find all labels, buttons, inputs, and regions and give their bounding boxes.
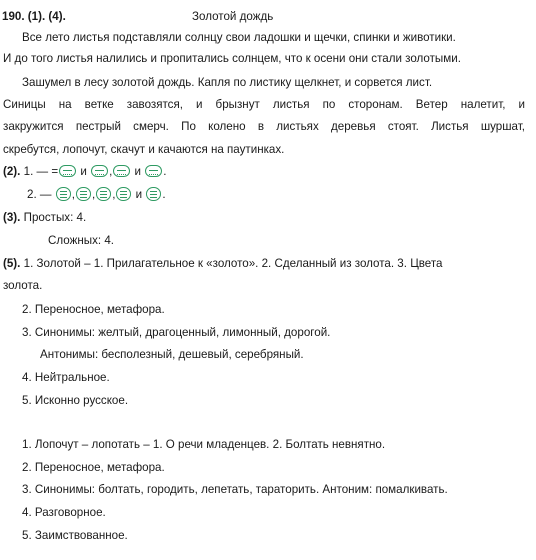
circled-dash-icon [113,165,130,177]
task5-line: 2. Переносное, метафора. [22,303,165,316]
text-line: И до того листья налились и пропитались солнцем, что к осени они стали золотыми. [3,52,461,65]
analysis-line: 4. Разговорное. [22,506,106,519]
analysis-line: 1. Лопочут – лопотать – 1. О речи младенцев. 2. Болтать невнятно. [22,438,386,451]
circled-equals-icon [76,187,91,201]
task2-line2 [27,187,166,202]
circled-equals-icon [116,187,131,201]
task3-simple [3,210,86,225]
circled-dash-icon [145,165,162,177]
task5-text: 1. Золотой – 1. Прилагательное к «золото». 2. Сделанный из золота. 3. Цвета [23,257,443,270]
circled-equals-icon [56,187,71,201]
text-line: Зашумел в лесу золотой дождь. Капля по листику щелкнет, и сорвется лист. [22,76,433,89]
task5-line: 5. Исконно русское. [22,394,129,407]
task2-line2-prefix: 2. — [27,188,52,201]
conj-text: и [135,188,143,201]
comma-text: , [109,165,113,178]
task3-complex: Сложных: 4. [48,234,114,247]
text-line: Все лето листья подставляли солнцу свои ладошки и щечки, спинки и животики. [22,31,456,44]
exercise-number: 190. (1). (4). [2,10,66,23]
task5-line1 [3,256,443,271]
comma-text: , [71,188,75,201]
text-line: Синицы на ветке завозятся, и брызнут листья по сторонам. Ветер налетит, и [3,98,525,111]
text-line: закружится пестрый смерч. По колено в листьях деревья стоят. Листья шуршат, [3,120,525,133]
task5-line: 4. Нейтральное. [22,371,110,384]
task3-label: (3). [3,211,21,224]
task5-line: золота. [3,279,43,292]
circled-dash-icon [59,165,76,177]
task5-label: (5). [3,257,21,270]
task2-line1 [3,164,166,179]
text-title: Золотой дождь [192,10,274,23]
task5-line: 3. Синонимы: желтый, драгоценный, лимонный, дорогой. [22,326,331,339]
analysis-line: 2. Переносное, метафора. [22,461,165,474]
circled-equals-icon [96,187,111,201]
period-text: . [162,188,166,201]
comma-text: , [112,188,116,201]
circled-dash-icon [91,165,108,177]
comma-text: , [91,188,96,201]
period-text: . [163,165,167,178]
circled-equals-icon [146,187,161,201]
task2-label: (2). [3,165,21,178]
analysis-line: 3. Синонимы: болтать, городить, лепетать, тараторить. Антоним: помалкивать. [22,483,448,496]
task2-line1-prefix: 1. — = [23,165,59,178]
conj-text: и [134,165,142,178]
analysis-line: 5. Заимствованное. [22,529,128,542]
task5-line: Антонимы: бесполезный, дешевый, серебряный. [40,348,304,361]
simple-count: Простых: 4. [23,211,87,224]
conj-text: и [80,165,87,178]
text-line: скребутся, лопочут, скачут и качаются на паутинках. [3,143,285,156]
